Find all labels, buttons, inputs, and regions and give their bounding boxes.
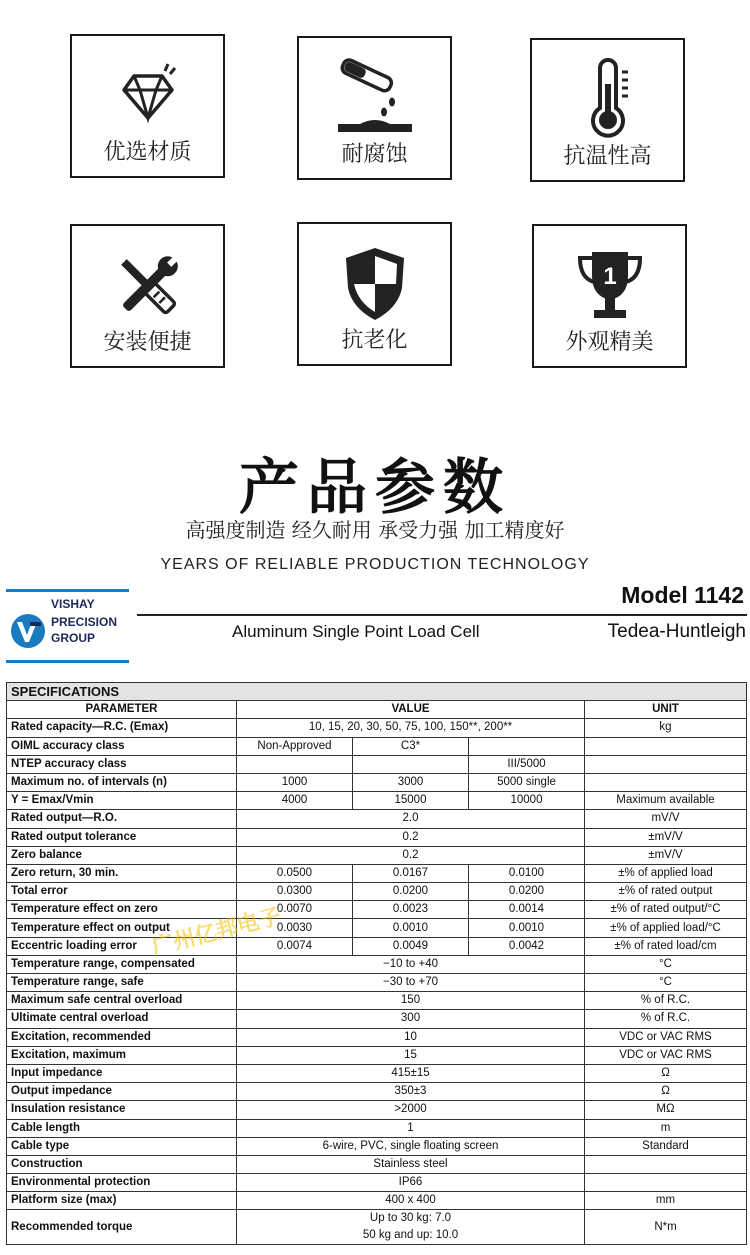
feature-label: 安装便捷 [103,330,192,355]
vishay-logo [6,589,129,663]
unit-cell [585,737,747,755]
feature-label: 优选材质 [103,140,192,165]
param-cell: Eccentric loading error [7,937,237,955]
value-cell: 15000 [353,792,469,810]
value-cell: 1000 [237,773,353,791]
col-header-parameter: PARAMETER [7,701,237,719]
table-row [7,883,747,901]
unit-cell [585,1155,747,1173]
unit-cell: % of R.C. [585,1010,747,1028]
unit-cell: VDC or VAC RMS [585,1046,747,1064]
table-row [7,737,747,755]
section-subtitle-en: YEARS OF RELIABLE PRODUCTION TECHNOLOGY [160,556,590,573]
param-cell: Temperature range, compensated [7,955,237,973]
col-header-value: VALUE [237,701,585,719]
logo-line-3: GROUP [51,631,96,645]
feature-card-temperature [530,38,685,182]
product-name: Aluminum Single Point Load Cell [232,622,480,641]
value-cell: >2000 [237,1101,585,1119]
value-cell: 0.0070 [237,901,353,919]
value-cell: 10 [237,1028,585,1046]
logo-line-1: VISHAY [51,597,95,611]
value-cell: 0.2 [237,828,585,846]
param-cell: Temperature effect on output [7,919,237,937]
value-cell [469,737,585,755]
value-cell: 350±3 [237,1083,585,1101]
table-row [7,1010,747,1028]
trophy-icon [534,246,685,326]
unit-cell: % of R.C. [585,992,747,1010]
value-cell: 0.0010 [469,919,585,937]
value-cell: 0.0023 [353,901,469,919]
unit-cell [585,773,747,791]
table-row [7,974,747,992]
value-cell: 4000 [237,792,353,810]
unit-cell: °C [585,955,747,973]
table-row [7,1083,747,1101]
value-cell [353,755,469,773]
value-cell: 0.0300 [237,883,353,901]
param-cell: Excitation, maximum [7,1046,237,1064]
table-row [7,792,747,810]
table-row [7,1119,747,1137]
tools-icon [72,246,223,326]
table-row [7,864,747,882]
table-row [7,846,747,864]
param-cell: Ultimate central overload [7,1010,237,1028]
value-cell: 0.0049 [353,937,469,955]
unit-cell: Ω [585,1064,747,1082]
spec-title: SPECIFICATIONS [7,683,747,701]
unit-cell: Ω [585,1083,747,1101]
param-cell: Insulation resistance [7,1101,237,1119]
col-header-unit: UNIT [585,701,747,719]
unit-cell: m [585,1119,747,1137]
feature-card-appearance [532,224,687,368]
feature-card-install [70,224,225,368]
value-cell: 10000 [469,792,585,810]
value-cell: 0.0100 [469,864,585,882]
feature-card-material [70,34,225,178]
param-cell: Recommended torque [7,1210,237,1245]
value-cell: 400 x 400 [237,1192,585,1210]
table-row [7,719,747,737]
table-row [7,755,747,773]
unit-cell: MΩ [585,1101,747,1119]
param-cell: Excitation, recommended [7,1028,237,1046]
value-cell: 15 [237,1046,585,1064]
unit-cell: ±% of rated output/°C [585,901,747,919]
unit-cell: Standard [585,1137,747,1155]
spec-table [6,682,747,1245]
unit-cell: ±% of applied load/°C [585,919,747,937]
value-cell: IP66 [237,1174,585,1192]
table-row [7,1137,747,1155]
unit-cell: ±mV/V [585,846,747,864]
feature-card-corrosion [297,36,452,180]
table-row [7,919,747,937]
value-cell: 415±15 [237,1064,585,1082]
value-cell: C3* [353,737,469,755]
param-cell: Platform size (max) [7,1192,237,1210]
param-cell: Rated capacity—R.C. (Emax) [7,719,237,737]
value-cell: 0.0030 [237,919,353,937]
param-cell: Zero return, 30 min. [7,864,237,882]
param-cell: Input impedance [7,1064,237,1082]
section-title: 产品参数 [239,453,511,523]
feature-label: 抗老化 [341,328,408,353]
table-row [7,1192,747,1210]
table-row [7,937,747,955]
table-row [7,1210,747,1245]
param-cell: Rated output—R.O. [7,810,237,828]
feature-label: 外观精美 [565,330,654,355]
unit-cell: kg [585,719,747,737]
brand-name: Tedea-Huntleigh [607,621,746,642]
param-cell: Temperature range, safe [7,974,237,992]
shield-icon [299,244,450,324]
param-cell: Maximum no. of intervals (n) [7,773,237,791]
value-cell: Non-Approved [237,737,353,755]
diamond-icon [72,56,223,136]
param-cell: NTEP accuracy class [7,755,237,773]
value-cell: 0.0014 [469,901,585,919]
value-cell: 0.0010 [353,919,469,937]
table-row [7,901,747,919]
spec-table-wrapper [6,682,746,1245]
unit-cell [585,755,747,773]
unit-cell [585,1174,747,1192]
param-cell: Construction [7,1155,237,1173]
watermark: 广州亿邦电子 [149,904,284,961]
param-cell: Cable type [7,1137,237,1155]
unit-cell: N*m [585,1210,747,1245]
unit-cell: ±% of applied load [585,864,747,882]
param-cell: OIML accuracy class [7,737,237,755]
value-cell: 3000 [353,773,469,791]
value-cell: −30 to +70 [237,974,585,992]
svg-text:1: 1 [602,263,617,290]
spec-title-row [7,683,747,701]
table-row [7,828,747,846]
value-cell: 2.0 [237,810,585,828]
unit-cell: ±% of rated load/cm [585,937,747,955]
param-cell: Y = Emax/Vmin [7,792,237,810]
unit-cell: mV/V [585,810,747,828]
unit-cell: VDC or VAC RMS [585,1028,747,1046]
value-cell: 0.0200 [353,883,469,901]
spec-header-row [7,701,747,719]
header-divider [137,614,747,616]
table-row [7,1064,747,1082]
param-cell: Environmental protection [7,1174,237,1192]
thermometer-icon [532,60,683,140]
value-cell: 5000 single [469,773,585,791]
table-row [7,1101,747,1119]
table-row [7,773,747,791]
value-line: 50 kg and up: 10.0 [362,1229,459,1242]
param-cell: Total error [7,883,237,901]
value-cell: 6-wire, PVC, single floating screen [237,1137,585,1155]
unit-cell: °C [585,974,747,992]
table-row [7,1174,747,1192]
table-row [7,1155,747,1173]
logo-bar-top [6,589,129,592]
table-row [7,955,747,973]
value-cell [237,755,353,773]
table-row [7,1028,747,1046]
value-cell: 150 [237,992,585,1010]
feature-card-aging [297,222,452,366]
unit-cell: ±mV/V [585,828,747,846]
section-subtitle-cn: 高强度制造 经久耐用 承受力强 加工精度好 [185,518,565,542]
value-cell: 0.0074 [237,937,353,955]
table-row [7,1046,747,1064]
unit-cell: mm [585,1192,747,1210]
value-cell: III/5000 [469,755,585,773]
param-cell: Output impedance [7,1083,237,1101]
param-cell: Maximum safe central overload [7,992,237,1010]
logo-line-2: PRECISION [51,615,118,629]
logo-bar-bottom [6,660,129,663]
value-cell: −10 to +40 [237,955,585,973]
param-cell: Cable length [7,1119,237,1137]
value-cell: 0.0200 [469,883,585,901]
vishay-v-mark-icon [10,613,46,649]
unit-cell: Maximum available [585,792,747,810]
feature-label: 抗温性高 [563,144,652,169]
value-cell [237,1210,585,1245]
value-cell: 0.0500 [237,864,353,882]
model-number: Model 1142 [621,582,744,608]
param-cell: Temperature effect on zero [7,901,237,919]
value-cell: 10, 15, 20, 30, 50, 75, 100, 150**, 200** [237,719,585,737]
value-cell: 0.0042 [469,937,585,955]
feature-label: 耐腐蚀 [341,142,408,167]
value-cell: Stainless steel [237,1155,585,1173]
table-row [7,810,747,828]
unit-cell: ±% of rated output [585,883,747,901]
table-row [7,992,747,1010]
value-cell: 300 [237,1010,585,1028]
value-cell: 0.0167 [353,864,469,882]
value-cell: 1 [237,1119,585,1137]
param-cell: Rated output tolerance [7,828,237,846]
param-cell: Zero balance [7,846,237,864]
value-cell: 0.2 [237,846,585,864]
chemical-drop-icon [299,58,450,138]
value-line: Up to 30 kg: 7.0 [369,1212,452,1225]
